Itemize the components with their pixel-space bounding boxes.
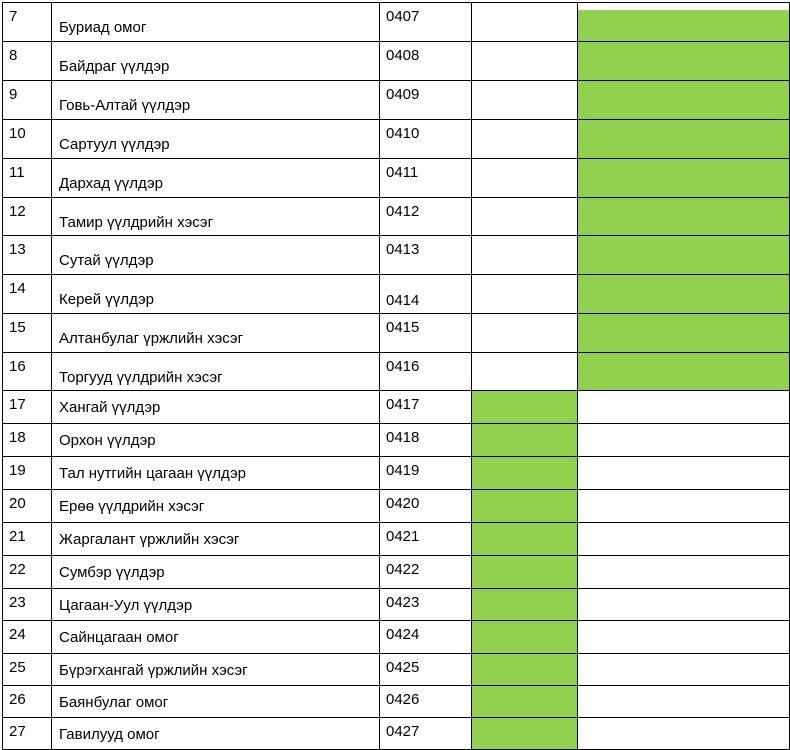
- breed-name: Бүрэгхангай үржлийн хэсэг: [59, 662, 248, 679]
- row-divider: [2, 685, 790, 686]
- column-divider: [471, 2, 472, 750]
- row-divider: [2, 119, 790, 120]
- breed-code: 0411: [386, 164, 419, 181]
- row-divider: [2, 352, 790, 353]
- row-number: 18: [9, 429, 26, 446]
- breed-code: 0421: [386, 528, 420, 545]
- row-number: 21: [9, 528, 26, 545]
- breed-code: 0409: [386, 86, 420, 103]
- breed-code: 0420: [386, 495, 420, 512]
- column-divider: [577, 2, 578, 750]
- column-divider: [2, 2, 3, 750]
- breed-name: Сутай үүлдэр: [59, 252, 154, 269]
- row-divider: [2, 80, 790, 81]
- row-number: 16: [9, 358, 26, 375]
- breed-name: Дархад үүлдэр: [59, 175, 163, 192]
- row-number: 8: [9, 47, 18, 64]
- row-divider: [2, 2, 790, 3]
- breed-name: Цагаан-Уул үүлдэр: [59, 597, 193, 614]
- breed-code: 0412: [386, 203, 420, 220]
- row-number: 12: [9, 203, 26, 220]
- breed-name: Орхон үүлдэр: [59, 432, 156, 449]
- row-divider: [2, 390, 790, 391]
- breed-code: 0424: [386, 626, 420, 643]
- row-divider: [2, 41, 790, 42]
- breed-code: 0413: [386, 241, 420, 258]
- row-number: 20: [9, 495, 26, 512]
- row-number: 14: [9, 280, 26, 297]
- row-number: 22: [9, 561, 26, 578]
- highlight-block-col5: [578, 10, 789, 390]
- breed-code: 0417: [386, 396, 420, 413]
- breed-code: 0426: [386, 691, 420, 708]
- breed-name: Хангай үүлдэр: [59, 399, 161, 416]
- row-number: 23: [9, 594, 26, 611]
- column-divider: [51, 2, 52, 750]
- row-divider: [2, 620, 790, 621]
- breed-code: 0415: [386, 319, 420, 336]
- row-divider: [2, 274, 790, 275]
- breed-code: 0425: [386, 659, 420, 676]
- row-divider: [2, 588, 790, 589]
- row-divider: [2, 522, 790, 523]
- breed-name: Говь-Алтай үүлдэр: [59, 97, 191, 114]
- highlight-block-col4: [472, 391, 577, 749]
- breed-code: 0408: [386, 47, 420, 64]
- row-number: 19: [9, 462, 26, 479]
- breed-code: 0422: [386, 561, 420, 578]
- row-number: 27: [9, 723, 26, 740]
- breed-name: Тал нутгийн цагаан үүлдэр: [59, 465, 246, 482]
- row-number: 10: [9, 125, 26, 142]
- row-divider: [2, 313, 790, 314]
- column-divider: [379, 2, 380, 750]
- row-divider: [2, 555, 790, 556]
- breed-name: Буриад омог: [59, 19, 147, 36]
- row-divider: [2, 197, 790, 198]
- row-number: 11: [9, 164, 25, 181]
- row-divider: [2, 235, 790, 236]
- row-divider: [2, 489, 790, 490]
- breed-code: 0427: [386, 723, 420, 740]
- breed-code: 0423: [386, 594, 420, 611]
- breed-name: Байдраг үүлдэр: [59, 58, 170, 75]
- row-number: 17: [9, 396, 26, 413]
- breed-name: Торгууд үүлдрийн хэсэг: [59, 369, 223, 386]
- row-number: 13: [9, 241, 26, 258]
- breed-code: 0419: [386, 462, 420, 479]
- row-number: 15: [9, 319, 26, 336]
- row-divider: [2, 717, 790, 718]
- breed-name: Гавилууд омог: [59, 726, 160, 743]
- breed-name: Сумбэр үүлдэр: [59, 564, 165, 581]
- row-number: 25: [9, 659, 26, 676]
- row-number: 24: [9, 626, 26, 643]
- breed-name: Алтанбулаг үржлийн хэсэг: [59, 330, 244, 347]
- row-number: 26: [9, 691, 26, 708]
- breed-name: Тамир үүлдрийн хэсэг: [59, 214, 214, 231]
- row-divider: [2, 653, 790, 654]
- breed-code: 0410: [386, 125, 420, 142]
- row-divider: [2, 158, 790, 159]
- breed-name: Баянбулаг омог: [59, 694, 169, 711]
- breed-name: Сартуул үүлдэр: [59, 136, 170, 153]
- breed-name: Ерөө үүлдрийн хэсэг: [59, 498, 205, 515]
- breed-code: 0414: [386, 292, 420, 309]
- row-divider: [2, 456, 790, 457]
- row-number: 9: [9, 86, 18, 103]
- row-divider: [2, 423, 790, 424]
- breed-code: 0416: [386, 358, 420, 375]
- breed-code: 0407: [386, 8, 420, 25]
- row-number: 7: [9, 8, 18, 25]
- breed-name: Сайнцагаан омог: [59, 629, 179, 646]
- breed-name: Керей үүлдэр: [59, 291, 154, 308]
- breed-name: Жаргалант үржлийн хэсэг: [59, 531, 240, 548]
- breed-code: 0418: [386, 429, 420, 446]
